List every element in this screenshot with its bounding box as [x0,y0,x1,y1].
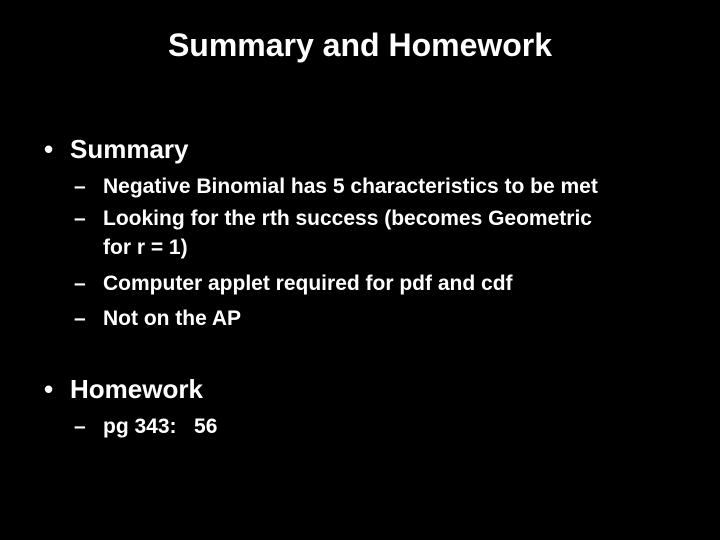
summary-item-2-continued-text: for r = 1) [103,236,188,259]
dash-marker: – [74,272,86,295]
dash-marker: – [74,207,86,230]
bullet-dot: • [44,134,54,164]
summary-item-1-text: Negative Binomial has 5 characteristics to be met [103,175,598,198]
bullet-homework [44,374,203,404]
summary-item-3-text: Computer applet required for pdf and cdf [103,272,513,295]
bullet-summary [44,134,189,164]
bullet-dot: • [44,374,54,404]
slide-title: Summary and Homework [167,27,553,63]
bullet-homework-label: Homework [70,374,203,404]
dash-marker: – [74,415,86,438]
summary-item-4-text: Not on the AP [103,307,242,330]
summary-item-2-text: Looking for the rth success (becomes Geometric [103,207,592,230]
bullet-summary-label: Summary [70,134,189,164]
dash-marker: – [74,175,86,198]
homework-item-1-text: pg 343: 56 [103,415,218,438]
dash-marker: – [74,307,86,330]
